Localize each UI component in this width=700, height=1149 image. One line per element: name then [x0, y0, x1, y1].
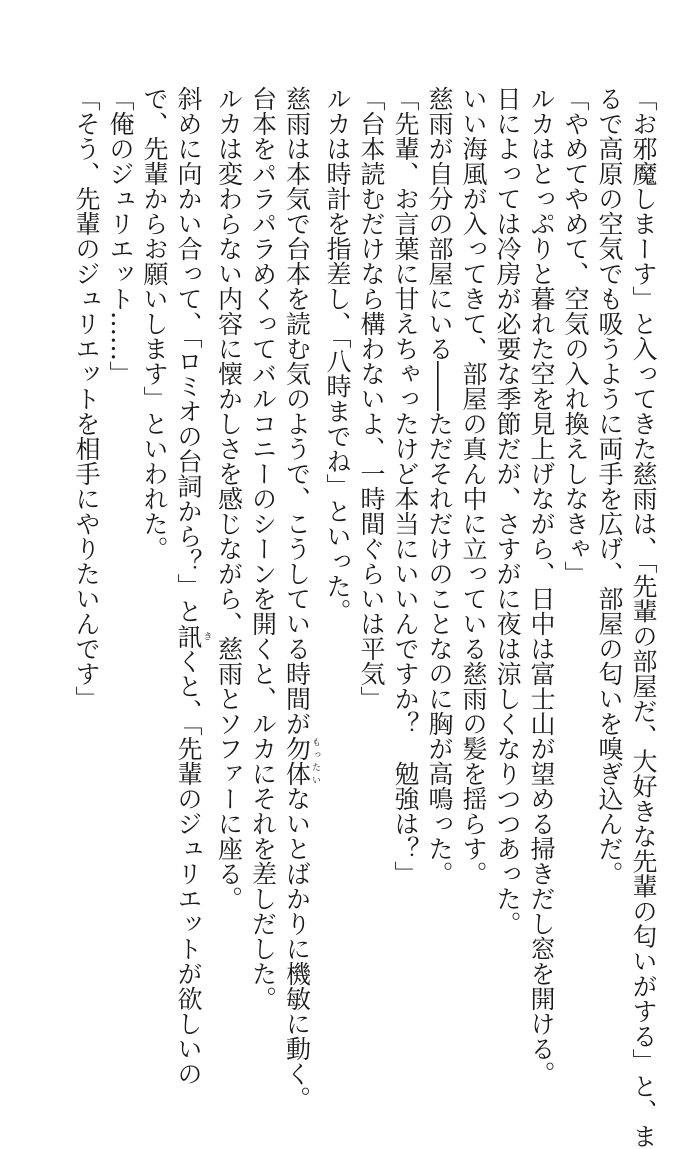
text-line-11-prefix: 慈雨は本気で台本を読む気のようで、こうしている時間が [282, 86, 312, 736]
text-line-7: 慈雨が自分の部屋にいる――ただそれだけのことなのに胸が高鳴った。 [425, 86, 454, 886]
text-line-14-suffix: くと、「先輩のジュリエットが欲しいの [174, 648, 203, 1086]
text-line-17: 「そう、先輩のジュリエットを相手にやりたいんです」 [72, 86, 101, 711]
text-line-1: 「お邪魔しまーす」と入ってきた慈雨は、「先輩の部屋だ、大好きな先輩の匂いがする」と、ま [629, 86, 658, 1149]
vertical-text-block [20, 86, 660, 1149]
text-line-5: 日によっては冷房が必要な季節だが、さすがに夜は涼しくなりつつあった。 [493, 86, 522, 936]
text-line-12: 台本をパラパラめくってバルコニーのシーンを開くと、ルカにそれを差しだした。 [248, 86, 278, 1011]
furigana-reading: もったい [310, 736, 320, 786]
text-line-3: 「やめてやめて、空気の入れ換えしなきゃ」 [561, 86, 590, 586]
furigana-base: 訊 [174, 623, 203, 649]
furigana-ki [174, 623, 212, 649]
text-line-6: いい海風が入ってきて、部屋の真ん中に立っている慈雨の髪を揺らす。 [459, 86, 488, 886]
text-line-11 [280, 86, 321, 1111]
furigana-reading: き [201, 623, 212, 649]
text-line-8: 「先輩、お言葉に甘えちゃったけど本当にいいんですか？ 勉強は？」 [391, 86, 420, 886]
text-line-13: ルカは変わらない内容に懐かしさを感じながら、慈雨とソファーに座る。 [214, 86, 244, 911]
text-line-4: ルカはとっぷりと暮れた空を見上げながら、日中は富士山が望める掃きだし窓を開ける。 [527, 86, 556, 1086]
text-line-16: 「俺のジュリエット……」 [106, 86, 135, 386]
text-line-2: るで高原の空気でも吸うように両手を広げ、部屋の匂いを嗅ぎ込んだ。 [595, 86, 624, 886]
text-line-9: 「台本読むだけなら構わないよ、一時間ぐらいは平気」 [357, 86, 386, 711]
text-line-15: で、先輩からお願いします」といわれた。 [140, 86, 169, 561]
text-line-14-prefix: 斜めに向かい合って、「ロミオの台詞から？」と [174, 86, 203, 624]
furigana-mottai [282, 736, 320, 786]
text-line-11-suffix: ないとばかりに機敏に動く。 [282, 786, 312, 1111]
text-line-10: ルカは時計を指差し、「八時までね」といった。 [323, 86, 352, 624]
furigana-base: 勿体 [282, 736, 312, 786]
text-line-14 [171, 86, 212, 1086]
